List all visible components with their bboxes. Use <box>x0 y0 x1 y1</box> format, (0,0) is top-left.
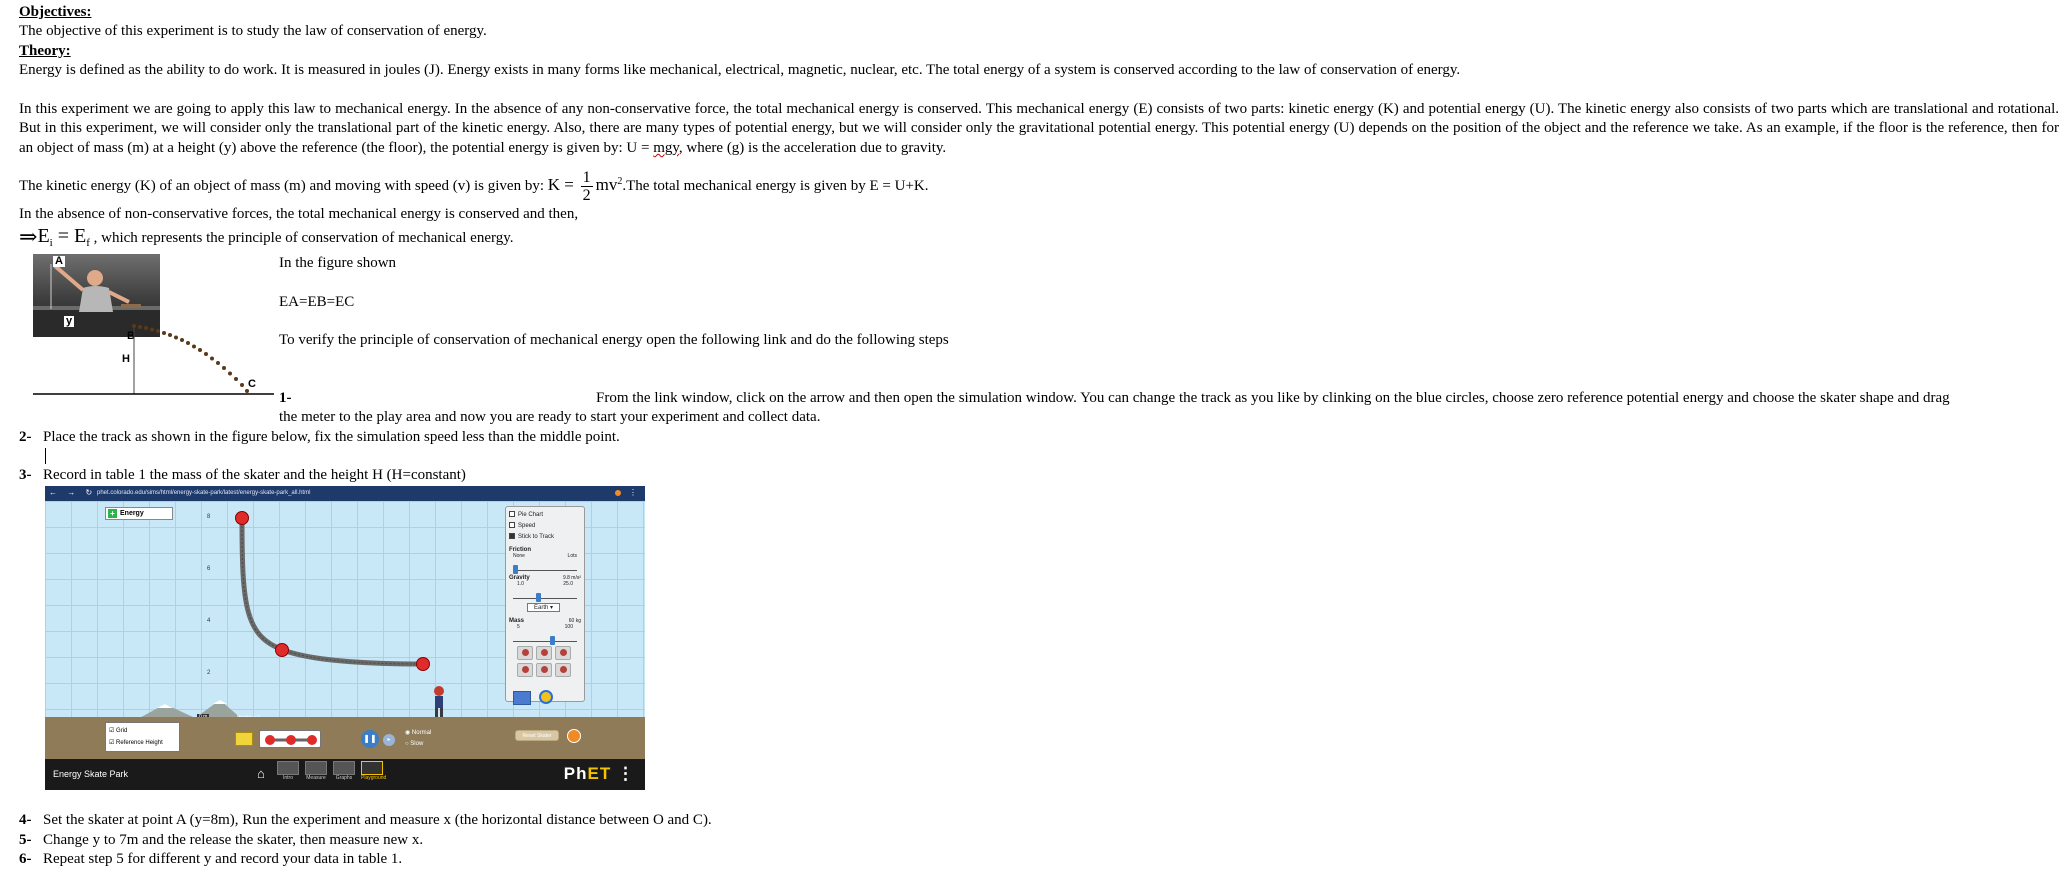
browser-nav-icons: ← → ↻ <box>49 488 97 497</box>
mass-max: 100 <box>564 624 573 630</box>
cons-ei: E <box>37 225 50 247</box>
y-tick-2: 2 <box>207 670 211 676</box>
gravity-max: 25.0 <box>563 581 573 587</box>
pie-chart-checkbox[interactable] <box>509 511 515 517</box>
theory-paragraph-2-end: , where (g) is the acceleration due to gravity. <box>678 139 947 156</box>
ke-exponent: 2 <box>617 176 623 187</box>
gravity-label: Gravity <box>509 575 530 581</box>
stick-label: Stick to Track <box>518 534 555 540</box>
objectives-heading: Objectives: <box>19 4 92 20</box>
conservation-line <box>19 224 514 253</box>
mass-label: Mass <box>509 618 525 624</box>
sim-title: Energy Skate Park <box>53 769 129 779</box>
pie-chart-option[interactable] <box>509 510 581 521</box>
ruler-icon[interactable] <box>513 691 531 705</box>
text-cursor <box>45 448 46 464</box>
cons-ef: E <box>74 225 87 247</box>
step-3-text: Record in table 1 the mass of the skater and the height H (H=constant) <box>43 467 466 483</box>
skater-choice[interactable] <box>517 663 533 677</box>
objectives-text: The objective of this experiment is to study the law of conservation of energy. <box>19 23 487 39</box>
friction-lots-label: Lots <box>567 553 577 559</box>
step-button[interactable]: ▸ <box>383 734 395 746</box>
skater-icon <box>427 686 451 721</box>
skater-choice[interactable] <box>536 663 552 677</box>
pause-button[interactable]: ❚❚ <box>361 730 379 748</box>
track-piece-icon <box>260 731 322 749</box>
slow-label: Slow <box>410 741 424 747</box>
reference-height-option[interactable]: ☑ Reference Height <box>109 740 163 746</box>
phet-logo: PhET ⋮ <box>563 764 635 783</box>
control-panel <box>505 506 585 702</box>
reset-all-icon[interactable] <box>567 729 581 743</box>
step-1-number: 1- <box>279 390 292 406</box>
label-y: y <box>66 315 73 327</box>
skater-figure <box>30 254 280 400</box>
step-5-number: 5- <box>19 832 32 848</box>
theory-paragraph-2-text: In this experiment we are going to apply this law to mechanical energy. In the absence of any non-conservative force, the total mechanical energy is conserved. This mechanical energy (E) consists of two parts: kinetic energy (K) and potential energy (U). The kinetic energy also consists of two parts which are translational and rotational. But in this experiment, we will consider only the translational part of the kinetic energy. Also, there are many types of potential energy, but we will consider only the gravitational potential energy. This potential energy (U) depends on the position of the object and the reference we take. As an example, if the floor is the reference, then for an object of mass (m) at a height (y) above the reference (the floor), the potential energy is given by: U = <box>19 101 2059 156</box>
track-control-point-top[interactable] <box>235 511 249 525</box>
gravity-preset-select[interactable]: Earth ▾ <box>527 603 560 612</box>
ke-lhs: K = <box>547 175 574 194</box>
mass-min: 5 <box>517 624 520 630</box>
track-control-point-end[interactable] <box>416 657 430 671</box>
tab-measure[interactable]: Measure <box>305 761 327 781</box>
step-4-text: Set the skater at point A (y=8m), Run the experiment and measure x (the horizontal distance between O and C). <box>43 812 712 828</box>
friction-knob[interactable] <box>513 565 518 574</box>
measuring-tape-icon[interactable] <box>539 690 553 704</box>
skater-choice[interactable] <box>555 646 571 660</box>
mass-value: 60 kg <box>568 618 581 624</box>
friction-label: Friction <box>509 547 531 553</box>
cons-i: i <box>49 237 53 249</box>
speed-option[interactable] <box>509 521 581 532</box>
step-3-number: 3- <box>19 467 32 483</box>
label-c: C <box>248 378 256 390</box>
ke-mv: mv <box>595 175 618 194</box>
mass-slider[interactable] <box>513 632 577 642</box>
stick-checkbox[interactable] <box>509 533 515 539</box>
track-piece-panel[interactable] <box>259 730 321 748</box>
mgy-term: mgy <box>653 139 679 156</box>
cons-eq: = <box>52 225 74 247</box>
skater-choice[interactable] <box>517 646 533 660</box>
reset-skater-button[interactable]: Reset Skater <box>515 730 559 741</box>
slow-speed-option[interactable]: ○ Slow <box>405 741 424 747</box>
theory-paragraph-1: Energy is defined as the ability to do work. It is measured in joules (J). Energy exists in many forms like mechanical, electrical, magnetic, nuclear, etc. The total energy of a system is conserved according to the law of conservation of energy. <box>19 62 1461 78</box>
y-tick-6: 6 <box>207 566 211 572</box>
home-icon[interactable]: ⌂ <box>257 766 265 781</box>
step-4-number: 4- <box>19 812 32 828</box>
tab-graphs[interactable]: Graphs <box>333 761 355 781</box>
step-2-number: 2- <box>19 429 32 445</box>
figure-equation: EA=EB=EC <box>279 294 355 310</box>
kinetic-energy-line <box>19 163 929 205</box>
normal-label: Normal <box>411 730 432 736</box>
step-6-text: Repeat step 5 for different y and record your data in table 1. <box>43 851 403 867</box>
step-6-number: 6- <box>19 851 32 867</box>
tab-playground[interactable]: Playground <box>361 761 383 781</box>
pie-chart-label: Pie Chart <box>518 512 544 518</box>
skater-choices <box>517 646 581 677</box>
ke-fraction <box>581 169 593 204</box>
friction-slider[interactable] <box>513 561 577 571</box>
ke-numerator: 1 <box>582 169 591 187</box>
expand-icon: + <box>108 509 117 518</box>
step-1-text-b: the meter to the play area and now you are ready to start your experiment and collect data. <box>279 409 821 425</box>
speed-label: Speed <box>518 523 536 529</box>
theory-paragraph-4: In the absence of non-conservative forces, the total mechanical energy is conserved and then, <box>19 206 579 222</box>
y-tick-4: 4 <box>207 618 211 624</box>
theory-paragraph-2 <box>19 100 2059 158</box>
step-1-text-a: From the link window, click on the arrow and then open the simulation window. You can change the track as you like by clinking on the blue circles, choose zero reference potential energy and choose the skater shape and drag <box>596 390 1950 406</box>
sim-navbar <box>45 759 645 790</box>
stick-option[interactable] <box>509 532 581 543</box>
grid-label: Grid <box>116 728 128 734</box>
mass-knob[interactable] <box>550 636 555 645</box>
cons-text: , which represents the principle of conservation of mechanical energy. <box>89 230 514 246</box>
reference-height-label: Reference Height <box>116 740 163 746</box>
ke-denominator: 2 <box>582 187 591 205</box>
trajectory-diagram <box>30 254 280 400</box>
ke-after: .The total mechanical energy is given by E = U+K. <box>622 178 929 194</box>
theory-heading: Theory: <box>19 43 71 59</box>
gravity-min: 1.0 <box>517 581 524 587</box>
gravity-value: 9.8 m/s² <box>562 575 581 581</box>
track-control-point-middle[interactable] <box>275 643 289 657</box>
label-a: A <box>55 255 63 267</box>
y-tick-8: 8 <box>207 514 211 520</box>
figure-caption: In the figure shown <box>279 255 397 271</box>
grid-option[interactable]: ☑ Grid <box>109 728 128 734</box>
gravity-slider[interactable] <box>513 589 577 599</box>
ke-intro: The kinetic energy (K) of an object of mass (m) and moving with speed (v) is given by: <box>19 178 548 194</box>
skater-choice[interactable] <box>555 663 571 677</box>
browser-url: phet.colorado.edu/sims/html/energy-skate-park/latest/energy-skate-park_all.html <box>97 490 311 496</box>
gravity-knob[interactable] <box>536 593 541 602</box>
view-options <box>105 722 180 752</box>
trajectory-dots <box>132 324 249 393</box>
tab-intro[interactable]: Intro <box>277 761 299 781</box>
figure-instruction: To verify the principle of conservation of mechanical energy open the following link and do the following steps <box>279 332 949 348</box>
eraser-icon[interactable] <box>235 732 253 746</box>
friction-none-label: None <box>513 553 525 559</box>
speed-checkbox[interactable] <box>509 522 515 528</box>
implies-arrow: ⇒ <box>19 224 38 249</box>
menu-icon: ⋮ <box>629 488 637 497</box>
normal-speed-option[interactable]: ◉ Normal <box>405 730 432 736</box>
step-2-text: Place the track as shown in the figure below, fix the simulation speed less than the middle point. <box>43 429 620 445</box>
step-5-text: Change y to 7m and the release the skater, then measure new x. <box>43 832 424 848</box>
cons-f: f <box>86 237 90 249</box>
skater-choice[interactable] <box>536 646 552 660</box>
label-b: B <box>127 330 135 342</box>
energy-label: Energy <box>120 510 144 517</box>
gravity-preset-value: Earth <box>534 605 549 611</box>
label-h: H <box>122 353 130 365</box>
simulation-screenshot <box>45 486 645 790</box>
